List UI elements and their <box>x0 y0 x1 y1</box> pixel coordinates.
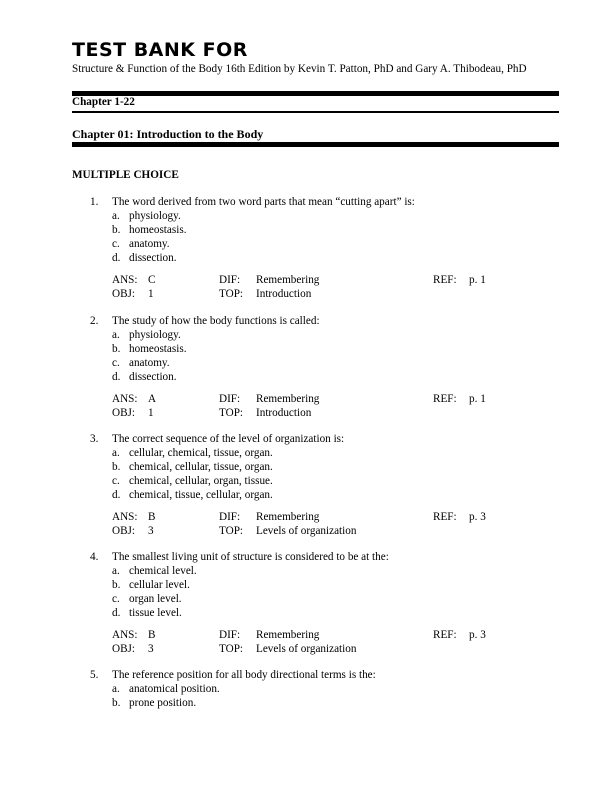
top-value: Levels of organization <box>256 642 357 655</box>
dif-label: DIF: <box>219 628 241 641</box>
option <box>90 210 560 224</box>
question-stem: The smallest living unit of structure is considered to be at the: <box>112 551 389 563</box>
obj-label: OBJ: <box>112 642 136 655</box>
dif-value: Remembering <box>256 392 320 405</box>
option-letter: c. <box>112 237 120 250</box>
option-letter: c. <box>112 592 120 605</box>
ans-value: A <box>148 392 157 405</box>
option <box>90 475 560 489</box>
ref-label: REF: <box>433 392 457 405</box>
option-text: chemical, cellular, organ, tissue. <box>129 474 273 487</box>
option <box>90 565 560 579</box>
option-text: tissue level. <box>129 606 182 619</box>
ref-value: p. 1 <box>469 392 486 405</box>
answer-metadata <box>112 274 560 302</box>
option <box>90 697 560 711</box>
option-letter: d. <box>112 370 121 383</box>
section-title: MULTIPLE CHOICE <box>72 169 179 181</box>
option-text: chemical level. <box>129 564 197 577</box>
option-letter: a. <box>112 682 120 695</box>
option-letter: b. <box>112 342 121 355</box>
question-stem: The reference position for all body directional terms is the: <box>112 669 376 681</box>
question-stem: The word derived from two word parts that mean “cutting apart” is: <box>112 196 415 208</box>
option-letter: a. <box>112 209 120 222</box>
option <box>90 461 560 475</box>
option-letter: d. <box>112 488 121 501</box>
question-stem: The correct sequence of the level of organization is: <box>112 433 345 445</box>
option-text: cellular level. <box>129 578 190 591</box>
top-label: TOP: <box>219 406 244 419</box>
top-label: TOP: <box>219 642 244 655</box>
dif-value: Remembering <box>256 628 320 641</box>
question-number: 5. <box>90 669 99 681</box>
ans-label: ANS: <box>112 273 138 286</box>
option-letter: b. <box>112 696 121 709</box>
ans-value: C <box>148 273 156 286</box>
question-number: 2. <box>90 315 99 327</box>
dif-label: DIF: <box>219 510 241 523</box>
option-text: dissection. <box>129 370 177 383</box>
option-letter: a. <box>112 446 120 459</box>
answer-metadata <box>112 393 560 421</box>
header-rule-thick <box>72 91 559 96</box>
question-2 <box>90 315 560 421</box>
brand-title: TEST BANK FOR <box>72 39 248 61</box>
option <box>90 607 560 621</box>
answer-metadata <box>112 629 560 657</box>
question-number: 4. <box>90 551 99 563</box>
option-text: physiology. <box>129 209 181 222</box>
option <box>90 447 560 461</box>
obj-value: 3 <box>148 642 154 655</box>
option-letter: a. <box>112 328 120 341</box>
option <box>90 224 560 238</box>
question-4 <box>90 551 560 657</box>
option-letter: d. <box>112 251 121 264</box>
book-subtitle: Structure & Function of the Body 16th Edition by Kevin T. Patton, PhD and Gary A. Thibodeau, PhD <box>72 63 527 75</box>
top-label: TOP: <box>219 524 244 537</box>
chapter-range-rule <box>72 111 559 113</box>
answer-metadata <box>112 511 560 539</box>
option-letter: b. <box>112 578 121 591</box>
option-text: anatomy. <box>129 237 170 250</box>
question-number: 1. <box>90 196 99 208</box>
obj-value: 1 <box>148 287 154 300</box>
question-number: 3. <box>90 433 99 445</box>
dif-value: Remembering <box>256 273 320 286</box>
top-value: Introduction <box>256 287 312 300</box>
option-text: anatomical position. <box>129 682 220 695</box>
obj-value: 1 <box>148 406 154 419</box>
ans-label: ANS: <box>112 510 138 523</box>
option <box>90 683 560 697</box>
option <box>90 489 560 503</box>
ans-label: ANS: <box>112 628 138 641</box>
option-letter: a. <box>112 564 120 577</box>
option-letter: b. <box>112 223 121 236</box>
question-stem: The study of how the body functions is called: <box>112 315 320 327</box>
option <box>90 579 560 593</box>
ans-value: B <box>148 628 156 641</box>
option-text: organ level. <box>129 592 182 605</box>
dif-value: Remembering <box>256 510 320 523</box>
dif-label: DIF: <box>219 273 241 286</box>
option-text: cellular, chemical, tissue, organ. <box>129 446 273 459</box>
option-text: dissection. <box>129 251 177 264</box>
option-text: anatomy. <box>129 356 170 369</box>
option <box>90 238 560 252</box>
top-value: Levels of organization <box>256 524 357 537</box>
chapter-title-rule <box>72 142 559 147</box>
option-text: prone position. <box>129 696 197 709</box>
obj-label: OBJ: <box>112 406 136 419</box>
option <box>90 252 560 266</box>
option-letter: c. <box>112 356 120 369</box>
option <box>90 329 560 343</box>
question-3 <box>90 433 560 539</box>
ref-value: p. 3 <box>469 628 486 641</box>
question-1 <box>90 196 560 302</box>
obj-label: OBJ: <box>112 524 136 537</box>
option <box>90 593 560 607</box>
question-5 <box>90 669 560 711</box>
ref-label: REF: <box>433 273 457 286</box>
option-text: chemical, cellular, tissue, organ. <box>129 460 273 473</box>
top-value: Introduction <box>256 406 312 419</box>
ref-value: p. 3 <box>469 510 486 523</box>
obj-label: OBJ: <box>112 287 136 300</box>
option-letter: d. <box>112 606 121 619</box>
ref-value: p. 1 <box>469 273 486 286</box>
obj-value: 3 <box>148 524 154 537</box>
ref-label: REF: <box>433 628 457 641</box>
ans-value: B <box>148 510 156 523</box>
option-letter: c. <box>112 474 120 487</box>
chapter-title: Chapter 01: Introduction to the Body <box>72 127 264 141</box>
chapter-range: Chapter 1-22 <box>72 96 135 108</box>
option-text: homeostasis. <box>129 342 187 355</box>
dif-label: DIF: <box>219 392 241 405</box>
option <box>90 357 560 371</box>
option-text: physiology. <box>129 328 181 341</box>
option <box>90 371 560 385</box>
ans-label: ANS: <box>112 392 138 405</box>
option-letter: b. <box>112 460 121 473</box>
top-label: TOP: <box>219 287 244 300</box>
option <box>90 343 560 357</box>
option-text: chemical, tissue, cellular, organ. <box>129 488 273 501</box>
option-text: homeostasis. <box>129 223 187 236</box>
ref-label: REF: <box>433 510 457 523</box>
